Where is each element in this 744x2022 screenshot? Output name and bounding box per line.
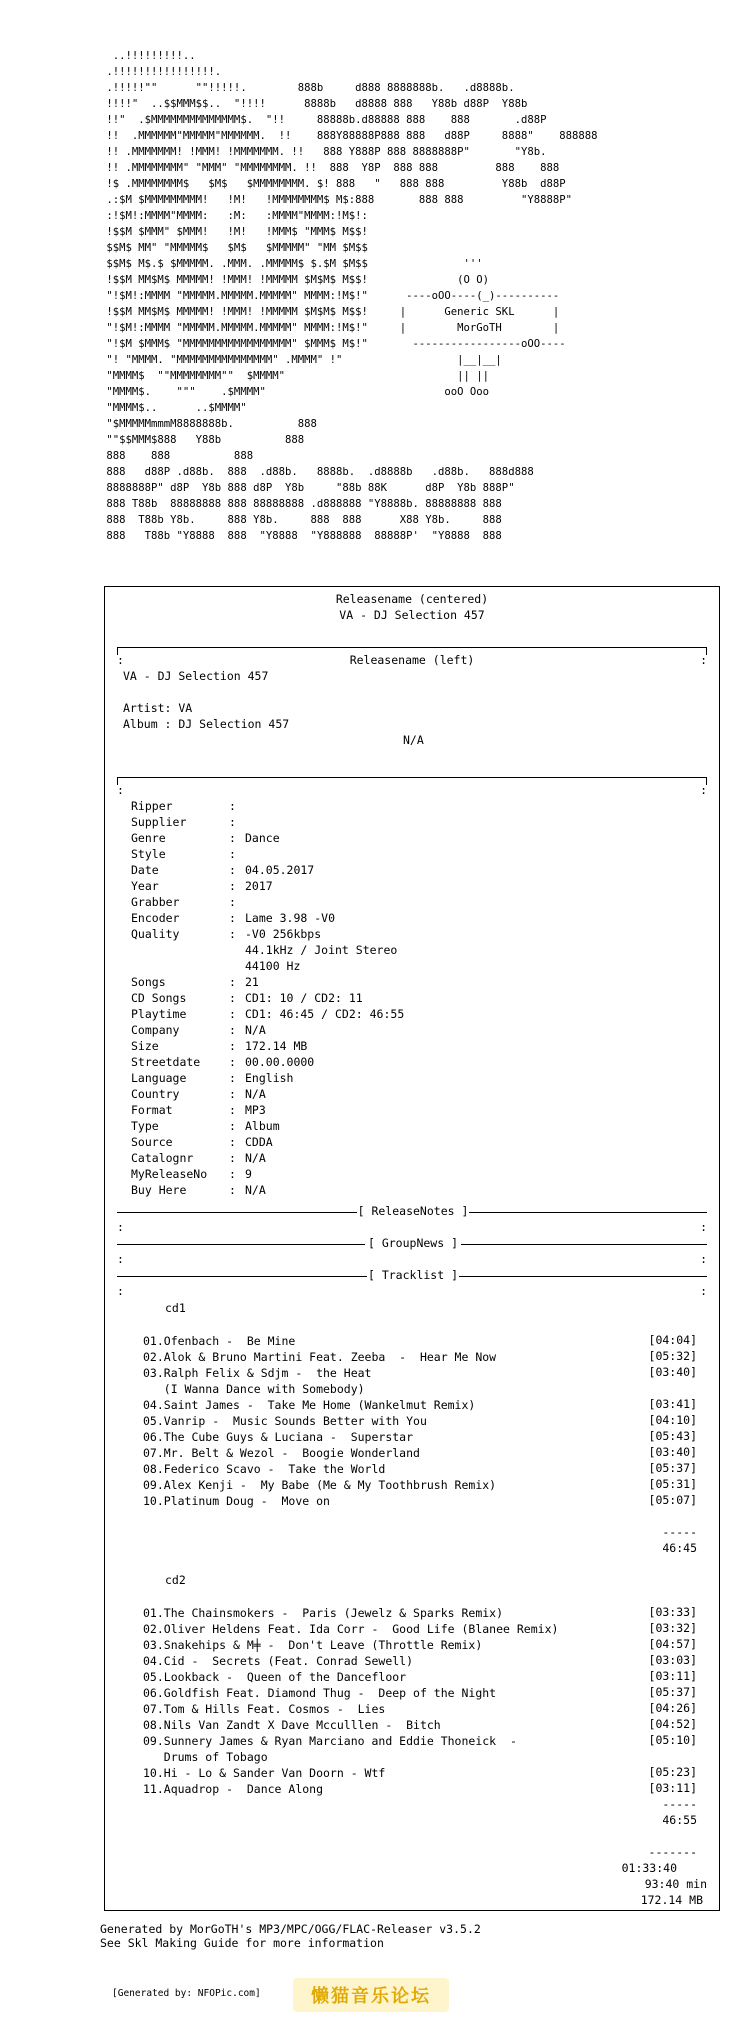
track-title: Drums of Tobago (143, 1750, 268, 1764)
watermark-logo: 懒猫音乐论坛 (293, 1978, 449, 2012)
info-separator: : (229, 815, 236, 829)
track-title: 01.Ofenbach - Be Mine (143, 1334, 296, 1348)
info-value: CD1: 10 / CD2: 11 (245, 991, 363, 1005)
info-separator: : (229, 1151, 236, 1165)
track-title: 03.Snakehips & M╪ - Don't Leave (Throttle Remix) (143, 1638, 483, 1652)
info-row (131, 1119, 280, 1133)
info-key: Size (131, 1039, 159, 1053)
info-row (131, 911, 335, 925)
track-duration: [03:40] (648, 1365, 697, 1379)
track-row (143, 1493, 697, 1509)
track-row (143, 1381, 697, 1397)
track-title: 08.Nils Van Zandt X Dave Mcculllen - Bitch (143, 1718, 441, 1732)
info-value: 21 (245, 975, 259, 989)
track-duration: [03:41] (648, 1397, 697, 1411)
track-title: 09.Alex Kenji - My Babe (Me & My Toothbrush Remix) (143, 1478, 497, 1492)
ascii-art-logo: ..!!!!!!!!!.. .!!!!!!!!!!!!!!!!. .!!!!!"" ""!!!!!. 888b d888 8888888b. .d8888b. !!!!" ..$$MMM$$.. "!!!! 8888b d8888 888 Y88b d88P Y88b !!" .$MMMMMMMMMMMMMM$. "!! 88888b.d88888 888 888 .d88P !! .MMMMMM"MMMMM"MMMMMM. !! 888Y88888P888 888 d88P 8888" 888888 !! .MMMMMMM! !MMM! !MMMMMMM. !! 888 Y888P 888 8888888P" "Y8b. !! .MMMMMMMM" "MMM" "MMMMMMMM. !! 888 Y8P 888 888 888 888 !$ .MMMMMMMM$ $M$ $MMMMMMMM. $! 888 " 888 888 Y88b d88P .:$M $MMMMMMMMM! !M! !MMMMMMMM$ M$:888 888 888 "Y8888P" :!$M!:MMMM"MMMM: :M: :MMMM"MMMM:!M$!: !$$M $MMM" $MMM! !M! !MMM$ "MMM$ M$$! $$M$ MM" "MMMMM$ $M$ $MMMMM" "MM $M$$ $$M$ M$.$ $MMMMM. .MMM. .MMMMM$ $.$M $M$$ ''' !$$M MM$M$ MMMMM! !MMM! !MMMMM $M$M$ M$$! (O O) "!$M!:MMMM "MMMMM.MMMMM.MMMMM" MMMM:!M$!" ----oOO----(_)---------- !$$M MM$M$ MMMMM! !MMM! !MMMMM $M$M$ M$$! | Generic SKL | "!$M!:MMMM "MMMMM.MMMMM.MMMMM" MMMM:!M$!" | MorGoTH | "!$M $MMM$ "MMMMMMMMMMMMMMMMM" $MMM$ M$!" -----------------oOO---- "! "MMMM. "MMMMMMMMMMMMMMM" .MMMM" !" |__|__| "MMMM$ ""MMMMMMMM"" $MMMM" || || "MMMM$. """ .$MMMM" ooO Ooo "MMMM$.. ..$MMMM" "$MMMMMmmmM8888888b. 888 ""$$MMM$888 Y88b 888 888 888 888 888 d88P .d88b. 888 .d88b. 8888b. .d8888b .d88b. 888d888 8888888P" d8P Y8b 888 d8P Y8b "88b 88K d8P Y8b 888P" 888 T88b 88888888 888 88888888 .d888888 "Y8888b. 88888888 888 888 T88b Y8b. 888 Y8b. 888 888 X88 Y8b. 888 888 T88b "Y8888 888 "Y8888 "Y888888 88888P' "Y8888 888 (106, 50, 598, 542)
track-duration: [04:10] (648, 1413, 697, 1427)
info-value: N/A (245, 1023, 266, 1037)
track-title: 09.Sunnery James & Ryan Marciano and Eddie Thoneick - (143, 1734, 517, 1748)
track-duration: [05:10] (648, 1733, 697, 1747)
info-separator: : (229, 1039, 236, 1053)
info-key: Source (131, 1135, 173, 1149)
info-row (131, 799, 245, 813)
info-row (131, 1071, 293, 1085)
info-key: Songs (131, 975, 166, 989)
info-value: 172.14 MB (245, 1039, 308, 1053)
track-title: 06.The Cube Guys & Luciana - Superstar (143, 1430, 414, 1444)
track-row (143, 1397, 697, 1413)
info-key: CD Songs (131, 991, 187, 1005)
track-row (143, 1717, 697, 1733)
info-key: Encoder (131, 911, 180, 925)
info-key: Style (131, 847, 166, 861)
track-duration: [04:57] (648, 1637, 697, 1651)
info-key: Supplier (131, 815, 187, 829)
info-key: Year (131, 879, 159, 893)
track-title: 10.Hi - Lo & Sander Van Doorn - Wtf (143, 1766, 386, 1780)
track-title: 11.Aquadrop - Dance Along (143, 1782, 324, 1796)
info-key: Company (131, 1023, 180, 1037)
track-row (143, 1621, 697, 1637)
info-value: 2017 (245, 879, 273, 893)
info-value: N/A (245, 1183, 266, 1197)
info-row (131, 895, 245, 909)
track-title: 06.Goldfish Feat. Diamond Thug - Deep of the Night (143, 1686, 497, 1700)
cd2-label: cd2 (165, 1573, 186, 1587)
info-separator: : (229, 799, 236, 813)
track-duration: [05:43] (648, 1429, 697, 1443)
info-row (131, 863, 314, 877)
info-separator: : (229, 1071, 236, 1085)
releasename-centered-label: Releasename (centered) (335, 592, 489, 606)
track-row (143, 1701, 697, 1717)
info-row (131, 1151, 266, 1165)
nfopic-credit: [Generated by: NFOPic.com] (112, 1988, 261, 1999)
info-key: Genre (131, 831, 166, 845)
track-duration: [05:23] (648, 1765, 697, 1779)
grand-total-time: 01:33:40 (621, 1861, 677, 1875)
track-row (143, 1333, 697, 1349)
info-row (131, 1039, 307, 1053)
group-news-label: [ GroupNews ] (367, 1236, 458, 1250)
info-separator: : (229, 1183, 236, 1197)
info-separator: : (229, 911, 236, 925)
info-key: Playtime (131, 1007, 187, 1021)
track-title: 01.The Chainsmokers - Paris (Jewelz & Sparks Remix) (143, 1606, 504, 1620)
track-title: 04.Saint James - Take Me Home (Wankelmut Remix) (143, 1398, 476, 1412)
artist-line: Artist: VA (123, 701, 193, 715)
tracklist-header (117, 1268, 707, 1284)
releasename-left-label: Releasename (left) (349, 653, 475, 667)
track-row (143, 1429, 697, 1445)
info-row (131, 847, 245, 861)
info-key: Streetdate (131, 1055, 201, 1069)
info-key: Format (131, 1103, 173, 1117)
track-duration: [03:40] (648, 1445, 697, 1459)
footer-generated-by: Generated by MorGoTH's MP3/MPC/OGG/FLAC-Releaser v3.5.2 (100, 1922, 481, 1936)
info-row (131, 975, 259, 989)
cd1-label: cd1 (165, 1301, 186, 1315)
track-title: (I Wanna Dance with Somebody) (143, 1382, 365, 1396)
track-row (143, 1349, 697, 1365)
info-value: Album (245, 1119, 280, 1133)
release-notes-label: [ ReleaseNotes ] (357, 1204, 469, 1218)
info-separator: : (229, 895, 236, 909)
info-row (131, 927, 321, 941)
track-duration: [04:04] (648, 1333, 697, 1347)
track-duration: [03:33] (648, 1605, 697, 1619)
info-row (131, 815, 245, 829)
releasename-centered-value: VA - DJ Selection 457 (339, 608, 485, 622)
grand-total-dashes: ------- (648, 1845, 697, 1859)
track-title: 08.Federico Scavo - Take the World (143, 1462, 386, 1476)
info-key: MyReleaseNo (131, 1167, 208, 1181)
info-value: 00.00.0000 (245, 1055, 315, 1069)
footer-guide-line: See Skl Making Guide for more information (100, 1936, 384, 1950)
track-title: 07.Mr. Belt & Wezol - Boogie Wonderland (143, 1446, 420, 1460)
grand-total-size: 172.14 MB (640, 1893, 703, 1907)
info-value: CDDA (245, 1135, 273, 1149)
info-key: Type (131, 1119, 159, 1133)
info-row (131, 959, 300, 973)
info-value: 44100 Hz (245, 959, 301, 973)
info-separator: : (229, 1055, 236, 1069)
track-row (143, 1749, 697, 1765)
info-value: 04.05.2017 (245, 863, 315, 877)
cd2-total: 46:55 (662, 1813, 697, 1827)
info-key: Catalognr (131, 1151, 194, 1165)
info-separator: : (229, 847, 236, 861)
track-duration: [05:32] (648, 1349, 697, 1363)
track-row (143, 1669, 697, 1685)
info-row (131, 1135, 273, 1149)
info-separator: : (229, 1023, 236, 1037)
info-row (131, 831, 280, 845)
track-row (143, 1365, 697, 1381)
releasename-left-value: VA - DJ Selection 457 (123, 669, 269, 683)
track-duration: [03:32] (648, 1621, 697, 1635)
info-value: N/A (245, 1087, 266, 1101)
track-row (143, 1765, 697, 1781)
info-value: N/A (245, 1151, 266, 1165)
cd1-sum-dashes: ----- (662, 1525, 697, 1539)
info-key: Grabber (131, 895, 180, 909)
tracklist-label: [ Tracklist ] (367, 1268, 458, 1282)
track-duration: [04:26] (648, 1701, 697, 1715)
info-key: Buy Here (131, 1183, 187, 1197)
track-duration: [05:37] (648, 1685, 697, 1699)
info-separator: : (229, 831, 236, 845)
info-separator: : (229, 879, 236, 893)
info-value: CD1: 46:45 / CD2: 46:55 (245, 1007, 405, 1021)
grand-total-minutes: 93:40 min (644, 1877, 707, 1891)
info-value: 9 (245, 1167, 252, 1181)
info-separator: : (229, 1135, 236, 1149)
release-notes-header (117, 1204, 707, 1220)
nfo-frame: Releasename (centered) VA - DJ Selection 457 : : Releasename (left) VA - DJ Selection 457 Artist: VA Album : DJ Selection 457 N/A : : Ripper : Supplier : Genre : Dance Style : Date : 04.05.2017 Year : 2017 Grabber : Encoder : Lame 3.98 -V0 Quality : -V0 256kbps 44.1kHz / Joint Stereo 44100 Hz Songs : 21 CD Songs : CD1: 10 / CD2: 11 Playtime : CD1: 46:45 / CD2: 46:55 Company : N/A Size : 172.14 MB Streetdate : 00.00.0000 Language : English Country : N/A Format : MP3 Type : Album Source : CDDA Catalognr : N/A MyReleaseNo : 9 Buy Here : N/A [ ReleaseNotes ] : : [ GroupNews ] : : [ Tracklist ] : : cd1 01.Ofenbach - Be Mine [04:04] 02.Alok & Bruno Martini Feat. Zeeba - Hear Me Now [05:32] 03.Ralph Felix & Sdjm - the Heat [03:40] (I Wanna Dance with Somebody) 04.Saint James - Take Me Home (Wankelmut Remix) [03:41] 05.Vanrip - Music Sounds Better with You [04:10] 06.The Cube Guys & Luciana - Superstar [05:43] 07.Mr. Belt & Wezol - Boogie Wonderland [03:40] 08.Federico Scavo - Take the World [05:37] 09.Alex Kenji - My Babe (Me & My Toothbrush Remix) [05:31] 10.Platinum Doug - Move on [05:07] ----- 46:45 cd2 01.The Chainsmokers - Paris (Jewelz & Sparks Remix) [03:33] 02.Oliver Heldens Feat. Ida Corr - Good Life (Blanee Remix) [03:32] 03.Snakehips & M╪ - Don't Leave (Throttle Remix) [04:57] 04.Cid - Secrets (Feat. Conrad Sewell) [03:03] 05.Lookback - Queen of the Dancefloor [03:11] 06.Goldfish Feat. Diamond Thug - Deep of the Night [05:37] 07.Tom & Hills Feat. Cosmos - Lies [04:26] 08.Nils Van Zandt X Dave Mcculllen - Bitch [04:52] 09.Sunnery James & Ryan Marciano and Eddie Thoneick - [05:10] Drums of Tobago 10.Hi - Lo & Sander Van Doorn - Wtf [05:23] 11.Aquadrop - Dance Along [03:11] ----- 46:55 ------- 01:33:40 93:40 min 172.14 MB (104, 586, 720, 1911)
info-value: Dance (245, 831, 280, 845)
track-row (143, 1477, 697, 1493)
info-value: Lame 3.98 -V0 (245, 911, 336, 925)
group-news-header (117, 1236, 707, 1252)
info-row (131, 943, 397, 957)
track-title: 10.Platinum Doug - Move on (143, 1494, 330, 1508)
divider (117, 777, 707, 778)
info-row (131, 1087, 266, 1101)
track-title: 02.Alok & Bruno Martini Feat. Zeeba - Hear Me Now (143, 1350, 497, 1364)
track-row (143, 1781, 697, 1797)
track-row (143, 1445, 697, 1461)
info-value: -V0 256kbps (245, 927, 322, 941)
info-row (131, 991, 363, 1005)
info-row (131, 879, 273, 893)
info-row (131, 1183, 266, 1197)
info-row (131, 1167, 252, 1181)
footer (100, 1922, 481, 1950)
info-row (131, 1055, 314, 1069)
info-separator: : (229, 1087, 236, 1101)
cd1-total: 46:45 (662, 1541, 697, 1555)
track-row (143, 1653, 697, 1669)
info-separator: : (229, 1167, 236, 1181)
track-title: 02.Oliver Heldens Feat. Ida Corr - Good Life (Blanee Remix) (143, 1622, 559, 1636)
info-value: English (245, 1071, 294, 1085)
track-title: 07.Tom & Hills Feat. Cosmos - Lies (143, 1702, 386, 1716)
info-separator: : (229, 1119, 236, 1133)
info-key: Language (131, 1071, 187, 1085)
info-key: Date (131, 863, 159, 877)
album-line: Album : DJ Selection 457 (123, 717, 290, 731)
track-row (143, 1605, 697, 1621)
track-duration: [03:11] (648, 1781, 697, 1795)
info-key: Ripper (131, 799, 173, 813)
track-row (143, 1733, 697, 1749)
track-row (143, 1413, 697, 1429)
track-row (143, 1461, 697, 1477)
info-row (131, 1007, 404, 1021)
track-title: 05.Lookback - Queen of the Dancefloor (143, 1670, 407, 1684)
track-duration: [03:11] (648, 1669, 697, 1683)
track-duration: [03:03] (648, 1653, 697, 1667)
track-duration: [05:37] (648, 1461, 697, 1475)
track-title: 05.Vanrip - Music Sounds Better with You (143, 1414, 427, 1428)
track-row (143, 1685, 697, 1701)
na-text: N/A (403, 733, 424, 747)
info-separator: : (229, 1103, 236, 1117)
track-title: 04.Cid - Secrets (Feat. Conrad Sewell) (143, 1654, 414, 1668)
info-separator: : (229, 927, 236, 941)
info-separator: : (229, 991, 236, 1005)
info-separator: : (229, 863, 236, 877)
track-row (143, 1637, 697, 1653)
info-key: Country (131, 1087, 180, 1101)
info-separator: : (229, 975, 236, 989)
track-duration: [05:07] (648, 1493, 697, 1507)
info-separator: : (229, 1007, 236, 1021)
divider (117, 647, 707, 648)
info-value: MP3 (245, 1103, 266, 1117)
info-value: 44.1kHz / Joint Stereo (245, 943, 398, 957)
info-row (131, 1023, 266, 1037)
cd2-sum-dashes: ----- (662, 1797, 697, 1811)
info-row (131, 1103, 266, 1117)
track-duration: [05:31] (648, 1477, 697, 1491)
info-key: Quality (131, 927, 180, 941)
track-title: 03.Ralph Felix & Sdjm - the Heat (143, 1366, 372, 1380)
track-duration: [04:52] (648, 1717, 697, 1731)
